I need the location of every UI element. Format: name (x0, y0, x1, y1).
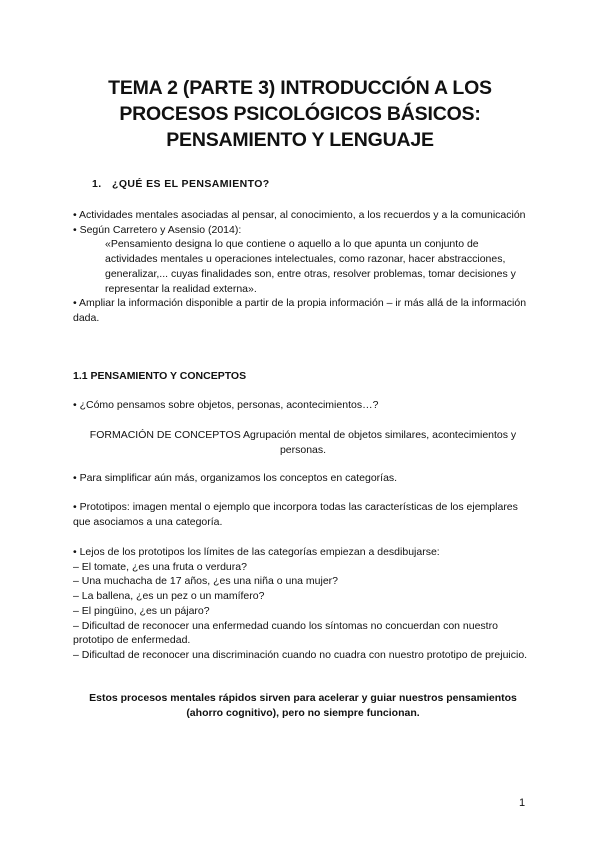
list-item: – La ballena, ¿es un pez o un mamífero? (73, 590, 265, 603)
section-1-number: 1. (92, 178, 102, 190)
list-item: – Una muchacha de 17 años, ¿es una niña o una mujer? (73, 575, 339, 588)
paragraph-question: • ¿Cómo pensamos sobre objetos, personas, acontecimientos…? (73, 399, 379, 411)
paragraph-simplificar: • Para simplificar aún más, organizamos los conceptos en categorías. (73, 472, 398, 484)
section-1-heading-text: ¿QUÉ ES EL PENSAMIENTO? (112, 178, 270, 190)
title-line-1: TEMA 2 (PARTE 3) INTRODUCCIÓN A LOS (108, 77, 492, 99)
list-item: – Dificultad de reconocer una enfermedad cuando los síntomas no concuerdan con nuestro prototipo de enfermedad. (73, 619, 498, 647)
list-item: • Lejos de los prototipos los límites de las categorías empiezan a desdibujarse: (73, 546, 440, 558)
list-item: – Dificultad de reconocer una discriminación cuando no cuadra con nuestro prototipo de prejuicio. (73, 648, 528, 661)
conclusion-paragraph: Estos procesos mentales rápidos sirven para acelerar y guiar nuestros pensamientos (ahorro cognitivo), pero no siempre funcionan. (89, 692, 517, 719)
paragraph-formacion-conceptos: FORMACIÓN DE CONCEPTOS Agrupación mental de objetos similares, acontecimientos y personas. (89, 429, 517, 456)
bullet-actividades: • Actividades mentales asociadas al pensar, al conocimiento, a los recuerdos y a la comunicación (73, 209, 526, 221)
paragraph-lejos-prototipos (73, 545, 533, 663)
list-item: – El tomate, ¿es una fruta o verdura? (73, 560, 247, 573)
page-title (60, 75, 540, 153)
title-line-3: PENSAMIENTO Y LENGUAJE (166, 129, 434, 151)
bullet-carretero: • Según Carretero y Asensio (2014): (73, 223, 242, 236)
section-1-body (73, 208, 533, 326)
section-1-heading (92, 178, 270, 190)
list-item: – El pingüino, ¿es un pájaro? (73, 604, 210, 617)
title-line-2: PROCESOS PSICOLÓGICOS BÁSICOS: (119, 103, 481, 125)
bullet-ampliar: • Ampliar la información disponible a partir de la propia información – ir más allá de la información dada. (73, 297, 527, 324)
section-1-1-heading: 1.1 PENSAMIENTO Y CONCEPTOS (73, 370, 247, 382)
page-number: 1 (519, 797, 526, 809)
quote-pensamiento: «Pensamiento designa lo que contiene o aquello a lo que apunta un conjunto de actividades mentales u operaciones intelectuales, como razonar, hacer abstracciones, generalizar,... cuyas finalidades son, entre otras, resolver problemas, tomar decisiones y representar la realidad externa». (105, 238, 516, 295)
paragraph-prototipos: • Prototipos: imagen mental o ejemplo que incorpora todas las características de los ejemplares que asociamos a una categoría. (73, 501, 518, 528)
